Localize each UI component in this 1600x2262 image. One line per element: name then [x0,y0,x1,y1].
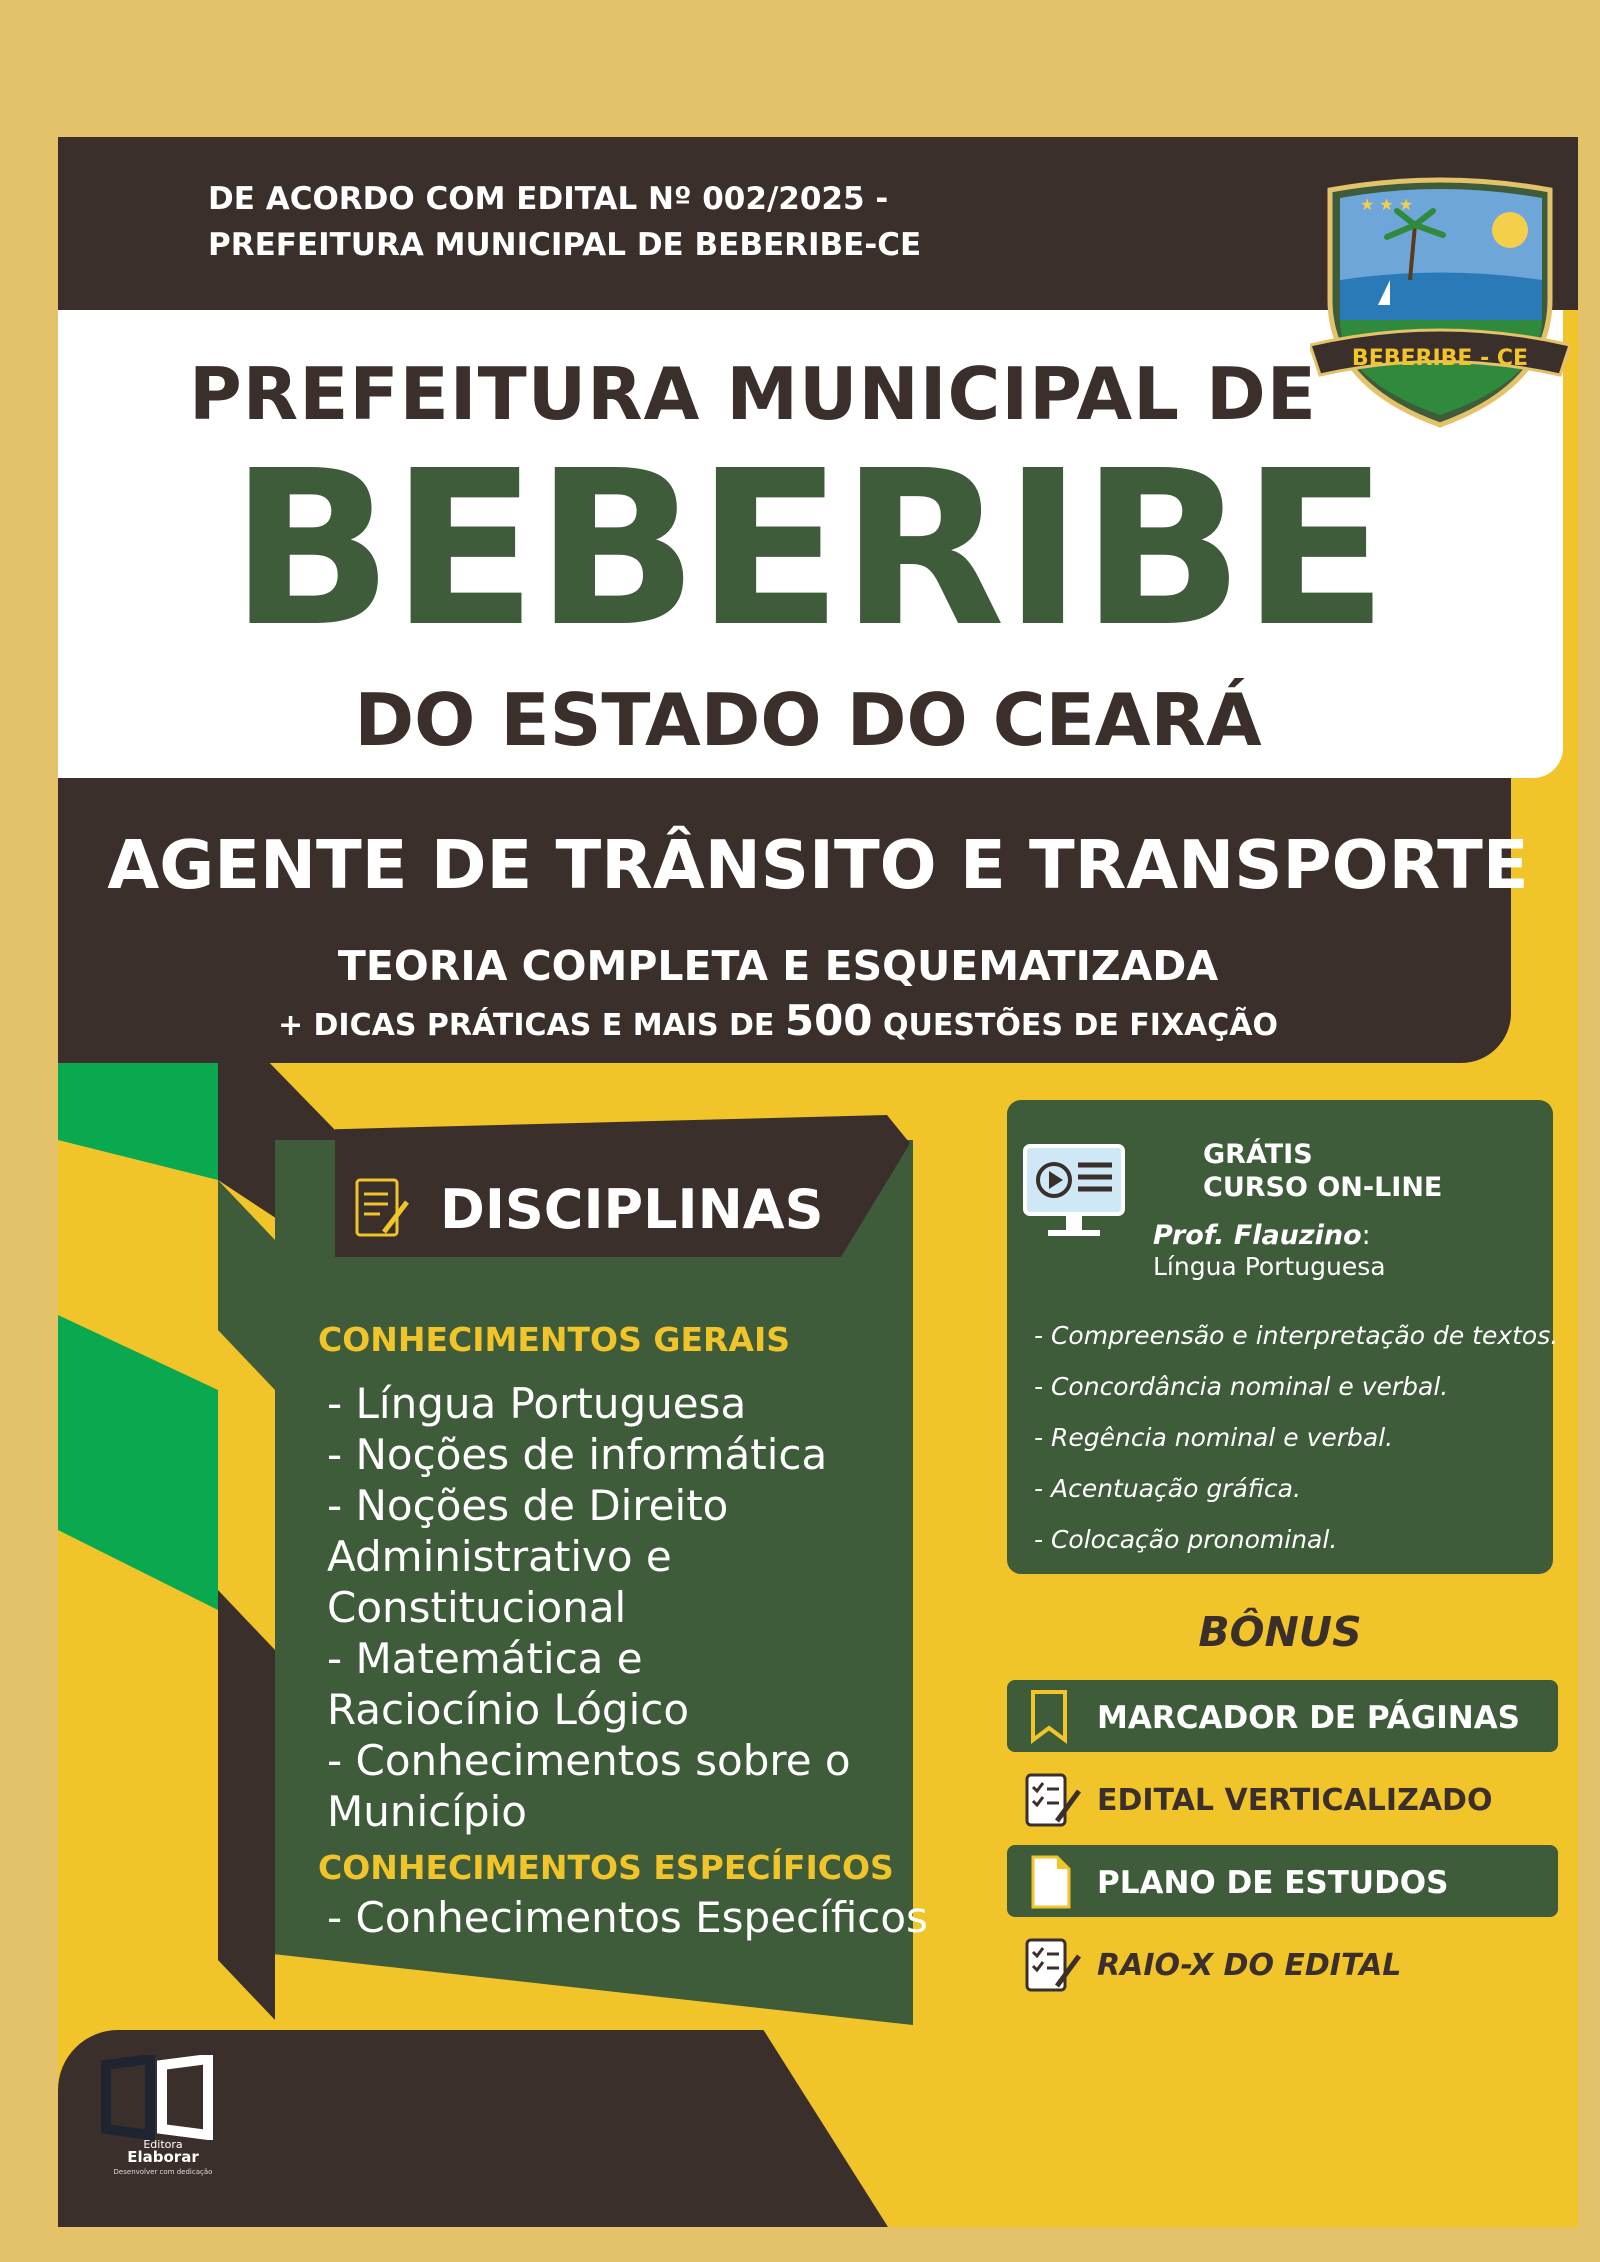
edital-line-1: DE ACORDO COM EDITAL Nº 002/2025 - [208,181,889,217]
extras-suffix: QUESTÕES DE FIXAÇÃO [882,1008,1279,1043]
green-stripe-bottom [58,1315,218,1610]
topic-item: - Conhecimentos sobre o Município [327,1736,851,1836]
content-extras [28,996,1528,1045]
teacher-name [1153,1220,1371,1251]
document-icon [1021,1853,1081,1911]
topics-list-gerais [327,1378,917,1837]
extras-prefix: + DICAS PRÁTICAS E MAIS DE [277,1008,775,1043]
bonus-title: BÔNUS [1198,1608,1362,1656]
bonus-item-marcador [1007,1680,1558,1752]
prefeitura-title: PREFEITURA MUNICIPAL DE [189,352,1317,436]
bonus-label: EDITAL VERTICALIZADO [1097,1783,1493,1818]
free-label: GRÁTIS [1203,1139,1313,1170]
bonus-item-edital [1007,1763,1558,1835]
notepad-icon [352,1172,412,1242]
publisher-brand: Elaborar [127,2148,199,2166]
lesson-item: - Concordância nominal e verbal. [1034,1372,1449,1401]
bonus-label: PLANO DE ESTUDOS [1097,1865,1449,1901]
open-book-icon [98,2055,223,2140]
job-role: AGENTE DE TRÂNSITO E TRANSPORTE [107,826,1529,904]
bonus-item-raiox [1007,1928,1558,2000]
sea [1340,273,1542,321]
section-label-especificos: CONHECIMENTOS ESPECÍFICOS [318,1848,894,1887]
bookmark-icon [1021,1688,1081,1744]
sun-icon [1492,212,1528,248]
bonus-label: MARCADOR DE PÁGINAS [1097,1700,1521,1736]
lesson-item: - Regência nominal e verbal. [1034,1423,1394,1452]
emblem-banner-text: BEBERIBE - CE [1351,346,1529,371]
free-course-label [1203,1138,1442,1204]
city-name: BEBERIBE [229,425,1387,674]
bonus-item-plano [1007,1845,1558,1917]
lesson-item: - Colocação pronominal. [1034,1525,1338,1554]
edital-reference [208,176,921,268]
topic-item: - Conhecimentos Específicos [327,1893,928,1942]
topics-list-especificos [327,1892,928,1943]
topic-item: - Matemática e Raciocínio Lógico [327,1634,690,1734]
questions-count: 500 [784,996,873,1045]
publisher-label: Editora [143,2138,183,2151]
checklist-icon [1021,1771,1083,1829]
lesson-item: - Acentuação gráfica. [1034,1474,1301,1503]
state-name: DO ESTADO DO CEARÁ [354,678,1262,762]
checklist-icon [1021,1936,1083,1994]
topic-item: - Noções de Direito Administrativo e Constitucional [327,1481,729,1632]
brown-stripe-bottom [218,1590,275,2020]
lessons-list [1034,1310,1558,1565]
bonus-label: RAIO-X DO EDITAL [1097,1948,1402,1983]
content-subtitle: TEORIA COMPLETA E ESQUEMATIZADA [337,942,1219,990]
teacher-suffix: : [1361,1220,1371,1251]
topic-item: - Língua Portuguesa [327,1379,747,1428]
topic-item: - Noções de informática [327,1430,828,1479]
publisher-tagline: Desenvolver com dedicação [113,2168,213,2176]
edital-line-2: PREFEITURA MUNICIPAL DE BEBERIBE-CE [208,227,922,263]
course-subject: Língua Portuguesa [1153,1252,1386,1281]
publisher-name [118,2138,208,2164]
disciplinas-title: DISCIPLINAS [440,1178,824,1241]
lesson-item: - Compreensão e interpretação de textos. [1034,1321,1559,1350]
teacher: Prof. Flauzino [1153,1220,1362,1251]
course-label: CURSO ON-LINE [1203,1172,1443,1203]
stars-icon: ★ ★ ★ [1360,195,1414,214]
section-label-gerais: CONHECIMENTOS GERAIS [318,1320,790,1359]
video-monitor-icon [1022,1143,1127,1243]
